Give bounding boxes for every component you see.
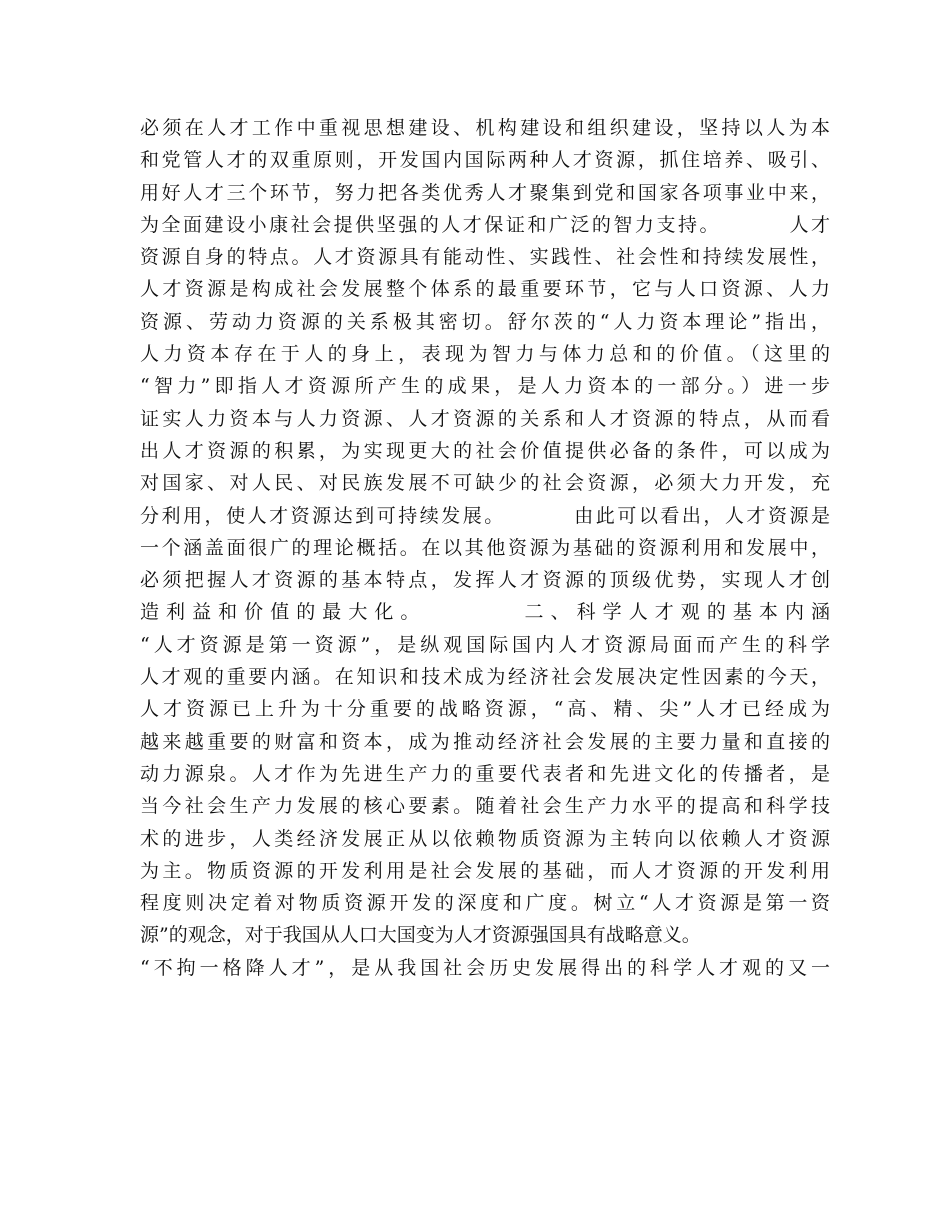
- text-line: 人才观的重要内涵。在知识和技术成为经济社会发展决定性因素的今天，: [140, 666, 830, 689]
- text-line: 人才资源是构成社会发展整个体系的最重要环节，它与人口资源、人力: [140, 278, 830, 301]
- text-line: 当今社会生产力发展的核心要素。随着社会生产力水平的提高和科学技: [140, 795, 830, 818]
- text-line: 必须把握人才资源的基本特点，发挥人才资源的顶级优势，实现人才创: [140, 569, 830, 592]
- text-line: 人才资源已上升为十分重要的战略资源，“高、精、尖”人才已经成为: [140, 698, 830, 721]
- text-line: “智力”即指人才资源所产生的成果，是人力资本的一部分。）进一步: [140, 375, 830, 398]
- text-line: 必须在人才工作中重视思想建设、机构建设和组织建设，坚持以人为本: [140, 117, 830, 139]
- text-line: 用好人才三个环节，努力把各类优秀人才聚集到党和国家各项事业中来，: [140, 181, 830, 204]
- text-line: 为全面建设小康社会提供坚强的人才保证和广泛的智力支持。 人才: [140, 213, 830, 236]
- text-line: 一个涵盖面很广的理论概括。在以其他资源为基础的资源利用和发展中，: [140, 536, 830, 559]
- text-line: 源”的观念，对于我国从人口大国变为人才资源强国具有战略意义。: [140, 924, 701, 947]
- text-line: “人才资源是第一资源”，是纵观国际国内人才资源局面而产生的科学: [140, 633, 830, 656]
- text-line: 证实人力资本与人力资源、人才资源的关系和人才资源的特点，从而看: [140, 407, 830, 430]
- text-line: 出人才资源的积累，为实现更大的社会价值提供必备的条件，可以成为: [140, 439, 830, 462]
- document-body-text: [140, 112, 830, 984]
- text-line: 人力资本存在于人的身上，表现为智力与体力总和的价值。（这里的: [140, 343, 830, 366]
- text-line: 术的进步，人类经济发展正从以依赖物质资源为主转向以依赖人才资源: [140, 827, 830, 850]
- text-line: 为主。物质资源的开发利用是社会发展的基础，而人才资源的开发利用: [140, 859, 830, 882]
- text-line: “不拘一格降人才”，是从我国社会历史发展得出的科学人才观的又一: [140, 956, 830, 979]
- text-line: 动力源泉。人才作为先进生产力的重要代表者和先进文化的传播者，是: [140, 762, 830, 785]
- text-line: 资源自身的特点。人才资源具有能动性、实践性、社会性和持续发展性，: [140, 246, 830, 269]
- text-line: 分利用，使人才资源达到可持续发展。 由此可以看出，人才资源是: [140, 504, 830, 527]
- text-line: 对国家、对人民、对民族发展不可缺少的社会资源，必须大力开发，充: [140, 472, 830, 495]
- text-line: 资源、劳动力资源的关系极其密切。舒尔茨的“人力资本理论”指出，: [140, 310, 830, 333]
- text-line: 程度则决定着对物质资源开发的深度和广度。树立“人才资源是第一资: [140, 892, 830, 915]
- section-heading-line: 造 利 益 和 价 值 的 最 大 化 。 二 、 科 学 人 才 观 的 基 本 内 涵: [140, 601, 830, 624]
- text-line: 和党管人才的双重原则，开发国内国际两种人才资源，抓住培养、吸引、: [140, 149, 830, 172]
- text-line: 越来越重要的财富和资本，成为推动经济社会发展的主要力量和直接的: [140, 730, 830, 753]
